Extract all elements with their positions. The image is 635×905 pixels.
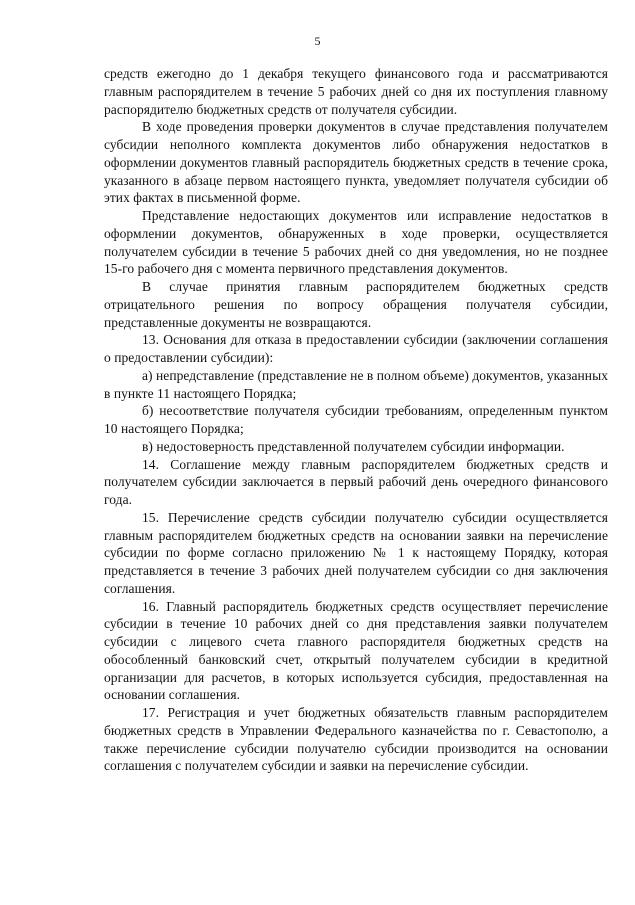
paragraph-item-13: 13. Основания для отказа в предоставлении субсидии (заключении соглашения о предоставлении субсидии): (104, 332, 608, 365)
paragraph-item-16: 16. Главный распорядитель бюджетных средств осуществляет перечисление субсидии в течение 10 рабочих дней со дня представления заявки получателем субсидии с лицевого счета главного распорядителя бюджетных средств на обособленный банковский счет, открытый получателем субсидии в кредитной организации для расчетов, в которых используется субсидия, предоставленная на основании соглашения. (104, 598, 608, 703)
paragraph-continuation: средств ежегодно до 1 декабря текущего финансового года и рассматриваются главным распорядителем в течение 5 рабочих дней со дня их поступления главному распорядителю бюджетных средств от получателя субсидии. (104, 66, 608, 117)
paragraph-item-17: 17. Регистрация и учет бюджетных обязательств главным распорядителем бюджетных средств в Управлении Федерального казначейства по г. Севастополю, а также перечисление субсидии получателю субсидии производится на основании соглашения с получателем субсидии и заявки на перечисление субсидии. (104, 705, 608, 774)
paragraph-item-14: 14. Соглашение между главным распорядителем бюджетных средств и получателем субсидии заключается в первый рабочий день очередного финансового года. (104, 456, 608, 507)
page-number: 5 (314, 34, 321, 48)
paragraph-missing-documents: Представление недостающих документов или исправление недостатков в оформлении документов, обнаруженных в ходе проверки, осуществляется получателем субсидии в течение 5 рабочих дней со дня уведомления, но не позднее 15-го рабочего дня с момента первичного представления документов. (104, 208, 608, 277)
paragraph-item-13-c: в) недостоверность представленной получателем субсидии информации. (142, 438, 565, 454)
document-body (104, 65, 608, 775)
paragraph-incomplete-documents: В ходе проведения проверки документов в случае представления получателем субсидии неполного комплекта документов либо обнаружения недостатков в оформлении документов главный распорядитель бюджетных средств в течение срока, указанного в абзаце первом настоящего пункта, уведомляет получателя субсидии об этих фактах в письменной форме. (104, 119, 608, 206)
paragraph-item-13-b: б) несоответствие получателя субсидии требованиям, определенным пунктом 10 настоящего Порядка; (104, 403, 608, 436)
paragraph-negative-decision: В случае принятия главным распорядителем бюджетных средств отрицательного решения по вопросу обращения получателя субсидии, представленные документы не возвращаются. (104, 279, 608, 330)
paragraph-item-13-a: а) непредставление (представление не в полном объеме) документов, указанных в пункте 11 настоящего Порядка; (104, 367, 608, 401)
paragraph-item-15: 15. Перечисление средств субсидии получателю субсидии осуществляется главным распорядителем бюджетных средств на основании заявки на перечисление субсидии по форме согласно приложению № 1 к настоящему Порядку, которая представляется в течение 3 рабочих дней получателем субсидии со дня заключения соглашения. (104, 509, 608, 596)
